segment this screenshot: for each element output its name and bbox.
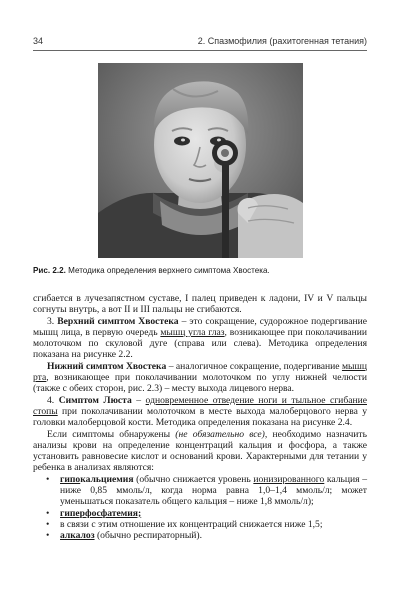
- text-run: –: [131, 394, 146, 406]
- text-run: , возникающее при поколачивании молоточком по углу нижней челюсти (также с обеих сторон, рис. 2.3) – месту выхода лицевого нерва.: [33, 372, 367, 395]
- findings-list: [33, 474, 367, 542]
- term: алкалоз: [60, 530, 95, 542]
- term-rest: фосфатемия;: [85, 507, 142, 519]
- text-run: в связи с этим отношение их концентраций снижается ниже 1,5;: [60, 518, 323, 530]
- paragraph-blood-tests: [33, 429, 367, 474]
- paragraph-continuation: сгибается в лучезапястном суставе, I палец приведен к ладони, IV и V пальцы согнуты внутрь, а вот II и III пальцы не сгибаются.: [33, 293, 367, 316]
- term-prefix: гипо: [60, 473, 81, 485]
- text-run: кальция – ниже 0,85 ммоль/л, когда норма равна 1,0–1,4 ммоль/л; может уменьшаться показатель общего кальция – ниже 1,8 ммоль/л);: [60, 473, 368, 508]
- list-item: [33, 508, 367, 519]
- paragraph-chvostek-lower: [33, 361, 367, 395]
- list-item: [33, 530, 367, 541]
- figure-label: Рис. 2.2.: [33, 266, 66, 275]
- figure-photo: [98, 63, 303, 258]
- underlined-text: мышц рта: [33, 360, 367, 384]
- term: Симптом Люста: [58, 394, 132, 406]
- italic-text: (не обязательно все): [175, 428, 265, 440]
- text-run: – это сокращение, судорожное подергивание мышц лица, в первую очередь: [33, 315, 367, 338]
- term-prefix: гипер: [60, 507, 86, 519]
- list-item: [33, 519, 367, 530]
- header-divider: [33, 50, 367, 51]
- list-item: [33, 474, 367, 508]
- underlined-text: мышц угла глаз: [160, 326, 225, 338]
- text-run: Если симптомы обнаружены: [47, 428, 176, 440]
- text-run: (обычно респираторный).: [94, 530, 203, 542]
- term: Нижний симптом Хвостека: [47, 360, 167, 372]
- term-rest: кальциемия: [80, 473, 134, 485]
- paragraph-lust-sign: [33, 395, 367, 429]
- body-text: [33, 293, 367, 542]
- text-run: , необходимо назначить анализы крови на определение концентраций кальция и фосфора, а также установить равновесие кислот и оснований крови. Характерными для тетании у ребенка в анализах являются:: [33, 428, 368, 474]
- item-number: 3.: [47, 315, 55, 327]
- text-run: при поколачивании молоточком в месте выхода малоберцового нерва у головки малоберцовой кости. Методика определения показана на рисунке 2.4.: [33, 405, 367, 429]
- page-number: 34: [33, 36, 44, 46]
- text-run: – аналогичное сокращение, подергивание: [166, 360, 342, 372]
- underlined-text: одновременное отведение ноги и тыльное сгибание стопы: [33, 394, 367, 417]
- underlined-text: ионизированного: [253, 473, 325, 485]
- text-run: , возникающее при поколачивании молоточком по скуловой дуге (справа или слева). Методика определения показана на рисунке 2.2.: [33, 326, 367, 361]
- term: Верхний симптом Хвостека: [57, 315, 179, 327]
- running-header: [33, 36, 367, 48]
- paragraph-chvostek-upper: [33, 316, 367, 361]
- figure-caption-text: Методика определения верхнего симптома Хвостека.: [68, 266, 270, 275]
- item-number: 4.: [47, 394, 55, 406]
- figure-caption: [33, 265, 367, 276]
- chapter-title: 2. Спазмофилия (рахитогенная тетания): [197, 36, 367, 46]
- text-run: (обычно снижается уровень: [133, 473, 254, 485]
